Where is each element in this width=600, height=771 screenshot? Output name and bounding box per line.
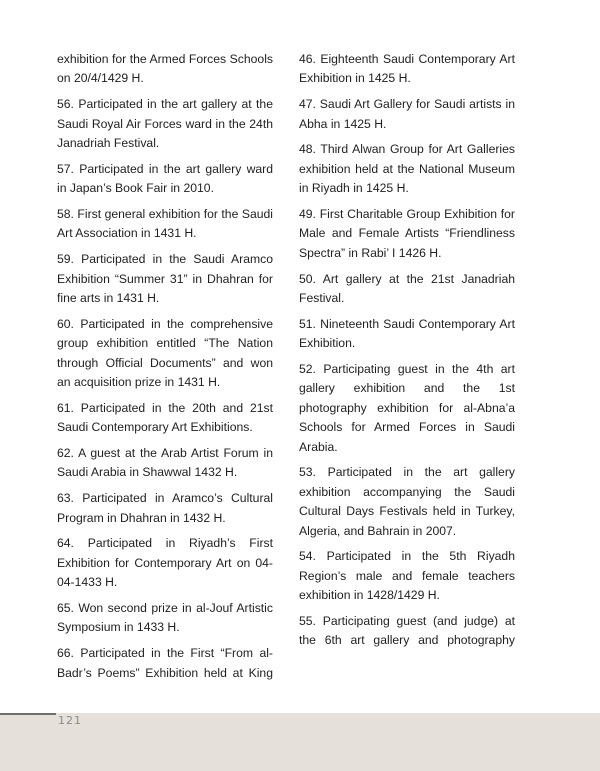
list-item: 47. Saudi Art Gallery for Saudi artists in Abha in 1425 H. [299,97,515,131]
list-item: 46. Eighteenth Saudi Contemporary Art Exhibition in 1425 H. [299,52,515,86]
list-item: 50. Art gallery at the 21st Janadriah Festival. [299,271,515,306]
list-item: 66. Participated in the First “From al-Badr’s Poems” Exhibition held at King [57,646,273,680]
left-column [57,50,273,689]
list-item: 49. First Charitable Group Exhibition for Male and Female Artists “Friendliness Spectra” in Rabi’ I 1426 H. [299,207,515,260]
list-item: 62. A guest at the Arab Artist Forum in Saudi Arabia in Shawwal 1432 H. [57,446,273,480]
list-item: 59. Participated in the Saudi Aramco Exhibition “Summer 31” in Dhahran for fine arts in 1431 H. [57,252,273,306]
list-item: 55. Participating guest (and judge) at the 6th art gallery and photography [299,614,515,648]
list-item: exhibition for the Armed Forces Schools on 20/4/1429 H. [57,52,273,86]
list-item: 61. Participated in the 20th and 21st Saudi Contemporary Art Exhibitions. [57,400,273,435]
list-item: 58. First general exhibition for the Saudi Art Association in 1431 H. [57,207,273,241]
footer-band [0,713,600,771]
list-item: 63. Participated in Aramco’s Cultural Program in Dhahran in 1432 H. [57,491,273,525]
list-item: 51. Nineteenth Saudi Contemporary Art Exhibition. [299,316,515,351]
list-item: 54. Participated in the 5th Riyadh Region’s male and female teachers exhibition in 1428/1429 H. [299,549,515,603]
list-item: 56. Participated in the art gallery at the Saudi Royal Air Forces ward in the 24th Janadriah Festival. [57,97,273,151]
page-number: 121 [58,714,82,727]
list-item: 52. Participating guest in the 4th art gallery exhibition and the 1st photography exhibition for al-Abna’a Schools for Armed Forces in Saudi Arabia. [299,362,515,454]
list-item: 64. Participated in Riyadh’s First Exhibition for Contemporary Art on 04-04-1433 H. [57,536,273,590]
list-item: 65. Won second prize in al-Jouf Artistic Symposium in 1433 H. [57,601,273,635]
list-item: 48. Third Alwan Group for Art Galleries exhibition held at the National Museum in Riyadh in 1425 H. [299,142,515,196]
list-item: 60. Participated in the comprehensive group exhibition entitled “The Nation through Official Documents” and won an acquisition prize in 1431 H. [57,316,273,390]
footer-rule [0,713,56,715]
list-item: 53. Participated in the art gallery exhibition accompanying the Saudi Cultural Days Festivals held in Turkey, Algeria, and Bahrain in 2007. [299,465,515,538]
right-column [299,50,515,657]
list-item: 57. Participated in the art gallery ward in Japan’s Book Fair in 2010. [57,161,273,196]
